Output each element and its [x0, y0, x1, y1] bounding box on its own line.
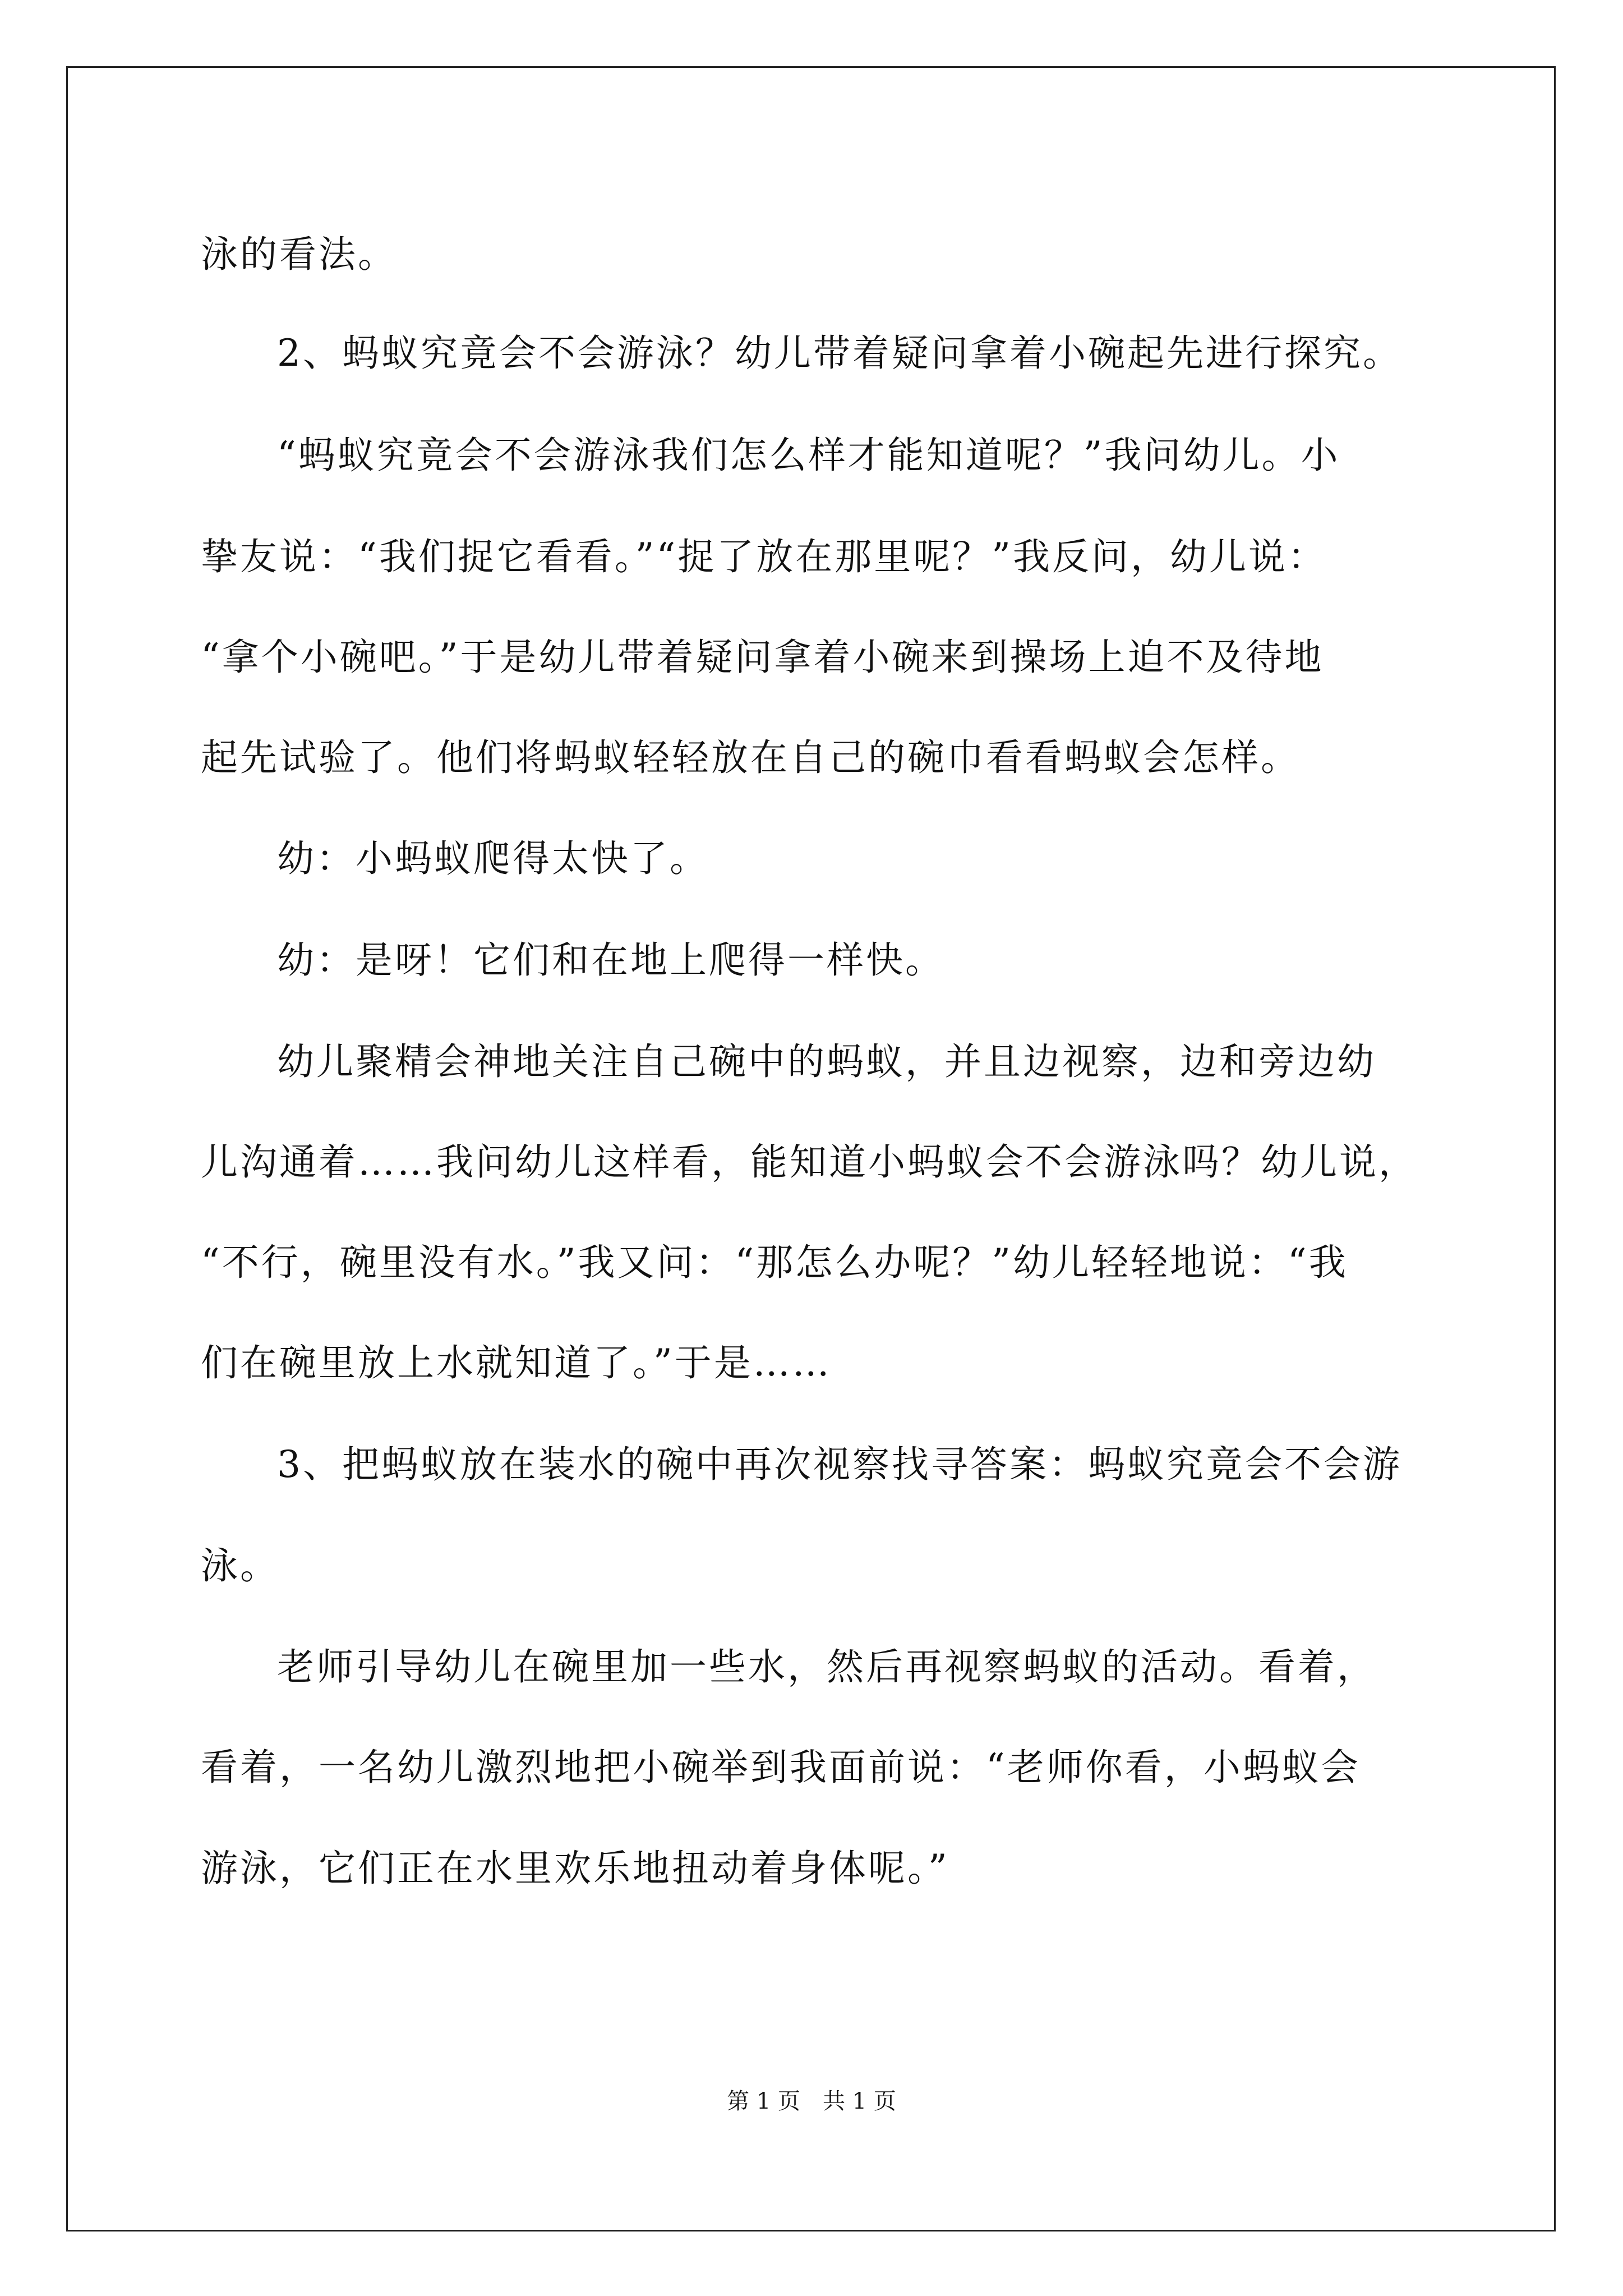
paragraph-line: 幼儿聚精会神地关注自己碗中的蚂蚁，并且边视察，边和旁边幼 — [277, 1040, 1376, 1083]
text-line: 游泳，它们正在水里欢乐地扭动着身体呢。” — [201, 1847, 949, 1890]
paragraph-line: 幼：小蚂蚁爬得太快了。 — [277, 837, 709, 880]
paragraph-line: 幼：是呀！它们和在地上爬得一样快。 — [277, 938, 944, 982]
page-number-footer: 第 1 页 共 1 页 — [727, 2088, 896, 2114]
text-line: 泳。 — [201, 1544, 279, 1588]
paragraph-line: “蚂蚁究竟会不会游泳我们怎么样才能知道呢？”我问幼儿。小 — [277, 434, 1340, 477]
paragraph-line: 3、把蚂蚁放在装水的碗中再次视察找寻答案：蚂蚁究竟会不会游 — [277, 1443, 1402, 1486]
text-line: “拿个小碗吧。”于是幼儿带着疑问拿着小碗来到操场上迫不及待地 — [201, 636, 1324, 679]
text-line: 挚友说：“我们捉它看看。”“捉了放在那里呢？”我反问，幼儿说： — [201, 535, 1327, 578]
text-line: 看着，一名幼儿激烈地把小碗举到我面前说：“老师你看，小蚂蚁会 — [201, 1746, 1361, 1789]
text-line: 泳的看法。 — [201, 233, 397, 276]
text-line: 儿沟通着……我问幼儿这样看，能知道小蚂蚁会不会游泳吗？幼儿说， — [201, 1140, 1418, 1184]
text-line: 起先试验了。他们将蚂蚁轻轻放在自己的碗巾看看蚂蚁会怎样。 — [201, 736, 1300, 779]
paragraph-line: 2、蚂蚁究竟会不会游泳？幼儿带着疑问拿着小碗起先进行探究。 — [277, 332, 1402, 375]
text-line: “不行，碗里没有水。”我又问：“那怎么办呢？”幼儿轻轻地说：“我 — [201, 1241, 1348, 1284]
paragraph-line: 老师引导幼儿在碗里加一些水，然后再视察蚂蚁的活动。看着， — [277, 1645, 1376, 1688]
text-line: 们在碗里放上水就知道了。”于是…… — [201, 1341, 832, 1384]
